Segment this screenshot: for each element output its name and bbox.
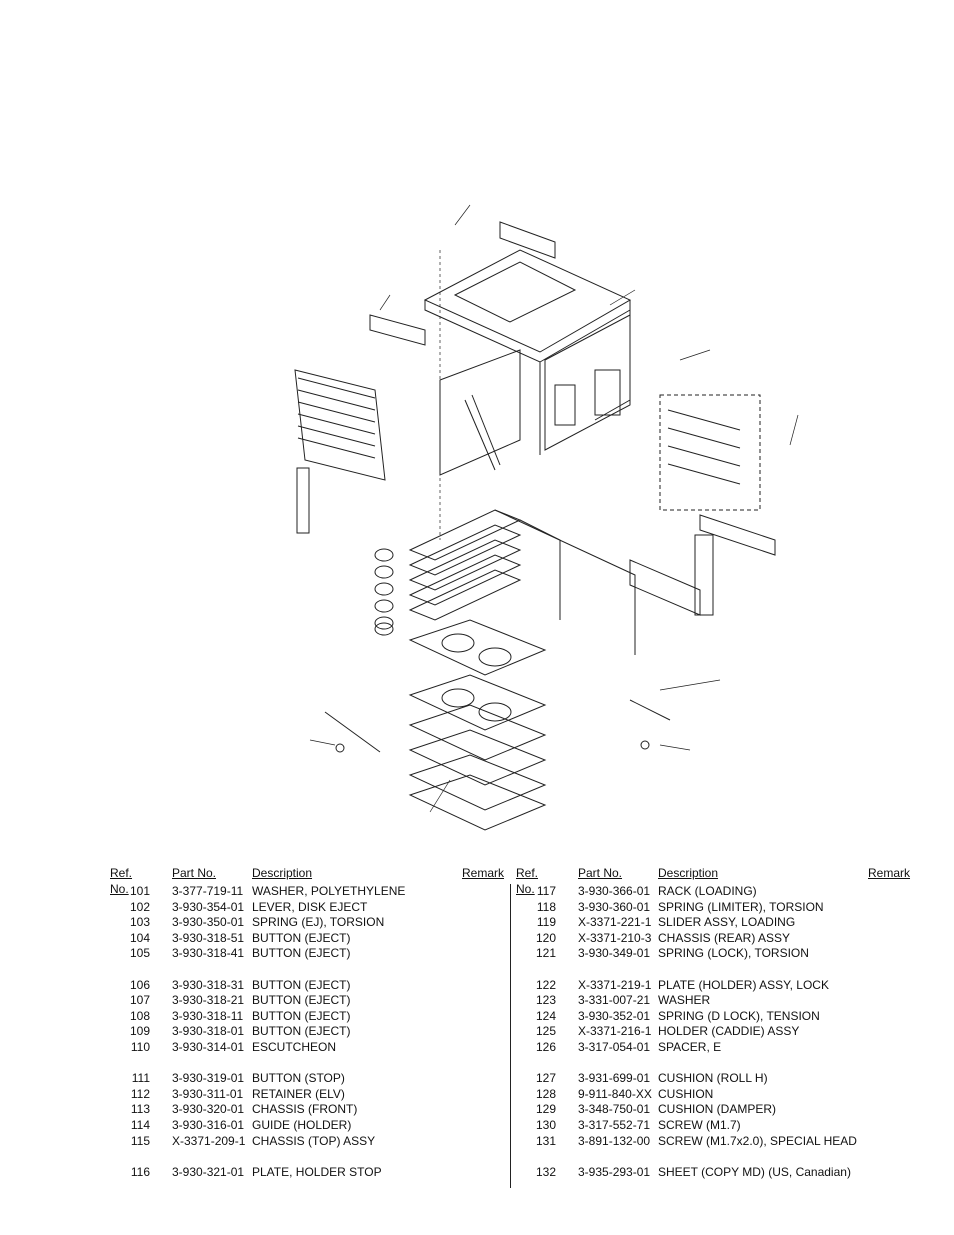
description: WASHER, POLYETHYLENE bbox=[252, 884, 406, 898]
header-part-no: Part No. bbox=[578, 866, 623, 880]
ref-no: 103 bbox=[129, 915, 150, 930]
description: WASHER bbox=[658, 993, 711, 1008]
row-spacer bbox=[110, 962, 502, 978]
ref-no: 122 bbox=[535, 977, 556, 992]
table-row bbox=[516, 993, 908, 1009]
ref-no: 124 bbox=[535, 1008, 556, 1023]
table-row bbox=[110, 946, 502, 962]
ref-no: 115 bbox=[130, 1133, 150, 1148]
part-no: X-3371-216-1 bbox=[578, 1024, 652, 1039]
loading-slider bbox=[630, 515, 775, 615]
table-row bbox=[110, 915, 502, 931]
part-no: 3-930-318-11 bbox=[172, 1008, 244, 1023]
ref-no: 118 bbox=[536, 899, 556, 914]
part-no: 3-930-321-01 bbox=[172, 1164, 245, 1179]
part-no: 3-930-366-01 bbox=[578, 884, 651, 898]
table-row bbox=[516, 1071, 908, 1087]
ref-no: 127 bbox=[535, 1071, 556, 1086]
table-row bbox=[516, 978, 908, 994]
table-row bbox=[516, 1024, 908, 1040]
part-no: 3-317-054-01 bbox=[578, 1039, 651, 1054]
table-row bbox=[110, 884, 502, 900]
row-spacer bbox=[516, 1056, 908, 1072]
description: PLATE (HOLDER) ASSY, LOCK bbox=[658, 977, 829, 992]
table-row bbox=[516, 1040, 908, 1056]
description: BUTTON (EJECT) bbox=[252, 1008, 351, 1023]
ref-no: 112 bbox=[130, 1086, 150, 1101]
table-row bbox=[110, 1102, 502, 1118]
ref-no: 111 bbox=[131, 1071, 150, 1086]
part-no: 3-377-719-11 bbox=[172, 884, 244, 898]
header-part-no: Part No. bbox=[172, 866, 217, 880]
part-no: 3-331-007-21 bbox=[578, 993, 651, 1008]
part-no: 3-930-360-01 bbox=[578, 899, 651, 914]
part-no: 3-930-314-01 bbox=[172, 1039, 245, 1054]
ref-no: 126 bbox=[535, 1039, 556, 1054]
ref-no: 131 bbox=[535, 1133, 556, 1148]
part-no: 3-930-349-01 bbox=[578, 946, 651, 961]
escutcheon bbox=[295, 370, 385, 480]
part-no: 3-931-699-01 bbox=[578, 1071, 651, 1086]
eject-buttons bbox=[375, 549, 393, 635]
description: BUTTON (EJECT) bbox=[252, 1024, 351, 1039]
table-row bbox=[516, 1087, 908, 1103]
front-chassis bbox=[440, 350, 520, 475]
part-no: 3-930-311-01 bbox=[172, 1086, 244, 1101]
table-row bbox=[516, 915, 908, 931]
ref-no: 129 bbox=[535, 1102, 556, 1117]
ref-no: 121 bbox=[535, 946, 556, 961]
description: CUSHION bbox=[658, 1086, 714, 1101]
table-row bbox=[516, 884, 908, 900]
leader-lines bbox=[310, 205, 798, 812]
description: BUTTON (EJECT) bbox=[252, 977, 351, 992]
table-row bbox=[110, 993, 502, 1009]
part-no: 3-935-293-01 bbox=[578, 1164, 651, 1179]
table-row bbox=[110, 1009, 502, 1025]
ref-no: 125 bbox=[535, 1024, 556, 1039]
row-spacer bbox=[516, 962, 908, 978]
description: SPRING (D LOCK), TENSION bbox=[658, 1008, 820, 1023]
description: CHASSIS (TOP) ASSY bbox=[252, 1133, 376, 1148]
table-row bbox=[110, 1134, 502, 1150]
header-ref-no: Ref. No. bbox=[110, 866, 133, 896]
description: CHASSIS (FRONT) bbox=[252, 1102, 358, 1117]
table-row bbox=[110, 1024, 502, 1040]
ref-no: 120 bbox=[535, 930, 556, 945]
ref-no: 102 bbox=[129, 899, 150, 914]
part-no: 3-930-318-51 bbox=[172, 930, 245, 945]
caddie-holders bbox=[410, 620, 545, 830]
header-remark: Remark bbox=[868, 866, 911, 880]
part-no: 3-930-319-01 bbox=[172, 1071, 245, 1086]
part-no: X-3371-221-1 bbox=[578, 915, 652, 930]
table-row bbox=[516, 946, 908, 962]
row-spacer bbox=[110, 1056, 502, 1072]
description: PLATE, HOLDER STOP bbox=[252, 1164, 382, 1179]
exploded-view-diagram bbox=[270, 195, 820, 835]
ref-no: 105 bbox=[129, 946, 150, 961]
ref-no: 123 bbox=[535, 993, 556, 1008]
rear-chassis bbox=[545, 315, 630, 450]
holder-guide-stack bbox=[410, 510, 635, 655]
description: SPRING (LIMITER), TORSION bbox=[658, 899, 824, 914]
parts-table-left bbox=[110, 866, 505, 1180]
part-no: X-3371-210-3 bbox=[578, 930, 652, 945]
cushions bbox=[297, 222, 555, 533]
table-row bbox=[110, 1165, 502, 1181]
description: SCREW (M1.7) bbox=[658, 1117, 741, 1132]
table-row bbox=[516, 900, 908, 916]
description: CUSHION (ROLL H) bbox=[658, 1071, 768, 1086]
table-row bbox=[516, 1009, 908, 1025]
ref-no: 114 bbox=[130, 1117, 150, 1132]
description: BUTTON (STOP) bbox=[252, 1071, 345, 1086]
description: BUTTON (EJECT) bbox=[252, 930, 351, 945]
rear-shutter-group bbox=[660, 395, 760, 510]
description: BUTTON (EJECT) bbox=[252, 946, 351, 961]
description: SPRING (EJ), TORSION bbox=[252, 915, 385, 930]
part-no: 3-930-350-01 bbox=[172, 915, 245, 930]
description: SPACER, E bbox=[658, 1039, 722, 1054]
table-row bbox=[110, 1087, 502, 1103]
description: RETAINER (ELV) bbox=[252, 1086, 345, 1101]
header-description: Description bbox=[252, 866, 313, 880]
table-row bbox=[110, 1071, 502, 1087]
part-no: 9-911-840-XX bbox=[578, 1086, 652, 1101]
description: CHASSIS (REAR) ASSY bbox=[658, 930, 791, 945]
description: LEVER, DISK EJECT bbox=[252, 899, 368, 914]
ref-no: 106 bbox=[129, 977, 150, 992]
part-no: 3-930-318-31 bbox=[172, 977, 245, 992]
description: RACK (LOADING) bbox=[658, 884, 757, 898]
part-no: 3-930-318-21 bbox=[172, 993, 245, 1008]
table-row bbox=[110, 978, 502, 994]
description: SCREW (M1.7x2.0), SPECIAL HEAD bbox=[658, 1133, 857, 1148]
table-row bbox=[516, 1165, 908, 1181]
ref-no: 104 bbox=[129, 930, 150, 945]
description: HOLDER (CADDIE) ASSY bbox=[658, 1024, 800, 1039]
part-no: 3-930-352-01 bbox=[578, 1008, 651, 1023]
part-no: 3-317-552-71 bbox=[578, 1117, 651, 1132]
part-no: 3-891-132-00 bbox=[578, 1133, 651, 1148]
ref-no: 110 bbox=[130, 1039, 150, 1054]
description: SHEET (COPY MD) (US, Canadian) bbox=[658, 1164, 851, 1179]
description: SPRING (LOCK), TORSION bbox=[658, 946, 809, 961]
header-description: Description bbox=[658, 866, 719, 880]
part-no: 3-930-318-41 bbox=[172, 946, 245, 961]
part-no: 3-930-318-01 bbox=[172, 1024, 245, 1039]
table-row bbox=[516, 1118, 908, 1134]
ref-no: 107 bbox=[129, 993, 150, 1008]
table-row bbox=[110, 1118, 502, 1134]
description: GUIDE (HOLDER) bbox=[252, 1117, 352, 1132]
table-row bbox=[110, 1040, 502, 1056]
row-spacer bbox=[110, 1149, 502, 1165]
table-row bbox=[516, 931, 908, 947]
ref-no: 116 bbox=[130, 1164, 150, 1179]
part-no: 3-930-316-01 bbox=[172, 1117, 245, 1132]
part-no: 3-930-320-01 bbox=[172, 1102, 245, 1117]
table-row bbox=[110, 931, 502, 947]
header-remark: Remark bbox=[462, 866, 505, 880]
ref-no: 128 bbox=[535, 1086, 556, 1101]
ref-no: 130 bbox=[535, 1117, 556, 1132]
eject-levers bbox=[325, 700, 670, 752]
row-spacer bbox=[516, 1149, 908, 1165]
ref-no: 117 bbox=[536, 884, 556, 898]
header-ref-no: Ref. No. bbox=[516, 866, 539, 896]
description: CUSHION (DAMPER) bbox=[658, 1102, 777, 1117]
table-row bbox=[516, 1102, 908, 1118]
part-no: X-3371-219-1 bbox=[578, 977, 652, 992]
ref-no: 113 bbox=[130, 1102, 150, 1117]
table-row bbox=[110, 900, 502, 916]
ref-no: 108 bbox=[129, 1008, 150, 1023]
ref-no: 132 bbox=[535, 1164, 556, 1179]
parts-table-right bbox=[516, 866, 911, 1180]
top-chassis bbox=[425, 250, 630, 455]
ref-no: 101 bbox=[129, 884, 150, 898]
column-divider bbox=[510, 884, 511, 1188]
ref-no: 109 bbox=[129, 1024, 150, 1039]
ref-no: 119 bbox=[536, 915, 556, 930]
description: SLIDER ASSY, LOADING bbox=[658, 915, 796, 930]
part-no: 3-348-750-01 bbox=[578, 1102, 651, 1117]
part-no: X-3371-209-1 bbox=[172, 1133, 246, 1148]
table-row bbox=[516, 1134, 908, 1150]
part-no: 3-930-354-01 bbox=[172, 899, 245, 914]
description: BUTTON (EJECT) bbox=[252, 993, 351, 1008]
description: ESCUTCHEON bbox=[252, 1039, 337, 1054]
